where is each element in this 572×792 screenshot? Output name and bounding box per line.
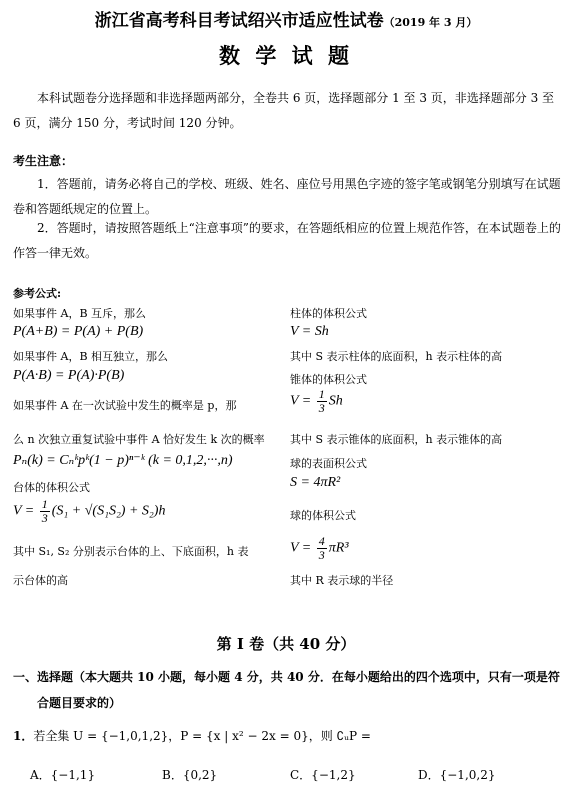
formula-binomial: Pₙ(k) = Cₙᵏpᵏ(1 − p)ⁿ⁻ᵏ (k = 0,1,2,···,n) bbox=[13, 453, 233, 468]
formula-sphere-area: S = 4πR² bbox=[290, 475, 341, 490]
pyramid-fraction-num: 1 bbox=[318, 387, 325, 401]
exam-date: （2019 年 3 月） bbox=[383, 16, 478, 29]
part-heading-cont: 合题目要求的） bbox=[37, 696, 122, 710]
formula-label-probability-p: 如果事件 A 在一次试验中发生的概率是 p，那 bbox=[13, 399, 237, 412]
formula-sphere-note: 其中 R 表示球的半径 bbox=[290, 574, 394, 587]
formulas-heading: 参考公式: bbox=[13, 287, 62, 300]
formula-label-pyramid: 锥体的体积公式 bbox=[290, 373, 367, 386]
formula-frustum-note-1: 其中 S₁, S₂ 分别表示台体的上、下底面积，h 表 bbox=[13, 545, 249, 558]
question-1-text: 若全集 U = {−1,0,1,2}，P = {x | x² − 2x = 0}，则 ∁ᵤP = bbox=[33, 729, 371, 743]
part-heading: 一、选择题（本大题共 10 小题，每小题 4 分，共 40 分．在每小题给出的四个选项中，只有一项是符 bbox=[13, 670, 560, 684]
formula-prism-note: 其中 S 表示柱体的底面积，h 表示柱体的高 bbox=[290, 350, 503, 363]
formula-label-mutually-exclusive: 如果事件 A，B 互斥，那么 bbox=[13, 307, 147, 320]
formula-addition-rule: P(A+B) = P(A) + P(B) bbox=[13, 324, 144, 339]
section-title: 第 I 卷（共 40 分） bbox=[216, 635, 356, 653]
pyramid-fraction-den: 3 bbox=[318, 401, 325, 415]
notice-item-1: 1．答题前，请务必将自己的学校、班级、姓名、座位号用黑色字迹的签字笔或钢笔分别填写在试题卷和答题纸规定的位置上。 bbox=[13, 177, 561, 216]
frustum-fraction-den: 3 bbox=[41, 511, 48, 525]
intro-paragraph: 本科试题卷分选择题和非选择题两部分，全卷共 6 页，选择题部分 1 至 3 页，非选择题部分 3 至 6 页，满分 150 分，考试时间 120 分钟。 bbox=[13, 91, 555, 130]
formula-pyramid-note: 其中 S 表示锥体的底面积，h 表示锥体的高 bbox=[290, 433, 503, 446]
formula-sphere-volume bbox=[290, 535, 349, 562]
question-1-option-c: C．{−1,2} bbox=[290, 768, 356, 782]
formula-label-sphere-volume: 球的体积公式 bbox=[290, 509, 356, 522]
formula-label-binomial: 么 n 次独立重复试验中事件 A 恰好发生 k 次的概率 bbox=[13, 433, 265, 446]
sphere-lhs: V = bbox=[290, 540, 312, 556]
formula-prism-volume: V = Sh bbox=[290, 324, 329, 339]
frustum-rhs: (S₁ + √(S₁S₂) + S₂)h bbox=[51, 503, 166, 519]
sphere-fraction-den: 3 bbox=[318, 548, 325, 562]
formula-label-independent: 如果事件 A，B 相互独立，那么 bbox=[13, 350, 169, 363]
sphere-fraction-num: 4 bbox=[318, 534, 325, 548]
formula-multiplication-rule: P(A·B) = P(A)·P(B) bbox=[13, 368, 125, 383]
formula-label-prism: 柱体的体积公式 bbox=[290, 307, 367, 320]
pyramid-rhs: Sh bbox=[328, 393, 343, 409]
question-1 bbox=[13, 727, 371, 744]
question-1-option-d: D．{−1,0,2} bbox=[418, 768, 496, 782]
question-1-option-a: A．{−1,1} bbox=[30, 768, 96, 782]
question-1-option-b: B．{0,2} bbox=[162, 768, 218, 782]
formula-label-frustum: 台体的体积公式 bbox=[13, 481, 90, 494]
exam-subtitle: 数 学 试 题 bbox=[219, 43, 353, 68]
sphere-fraction bbox=[317, 535, 327, 562]
notice-item-2: 2．答题时，请按照答题纸上“注意事项”的要求，在答题纸相应的位置上规范作答，在本试题卷上的作答一律无效。 bbox=[13, 221, 561, 260]
exam-title-text: 浙江省高考科目考试绍兴市适应性试卷 bbox=[94, 11, 384, 31]
formula-pyramid-volume bbox=[290, 388, 343, 415]
formula-frustum-volume bbox=[13, 498, 165, 525]
question-1-number: 1． bbox=[13, 729, 34, 743]
sphere-rhs: πR³ bbox=[328, 540, 349, 556]
frustum-lhs: V = bbox=[13, 503, 35, 519]
formula-frustum-note-2: 示台体的高 bbox=[13, 574, 68, 587]
formula-label-sphere-area: 球的表面积公式 bbox=[290, 457, 367, 470]
pyramid-lhs: V = bbox=[290, 393, 312, 409]
frustum-fraction-num: 1 bbox=[41, 497, 48, 511]
exam-title bbox=[0, 6, 572, 31]
notice-heading: 考生注意： bbox=[13, 154, 74, 168]
pyramid-fraction bbox=[317, 388, 327, 415]
frustum-fraction bbox=[40, 498, 50, 525]
